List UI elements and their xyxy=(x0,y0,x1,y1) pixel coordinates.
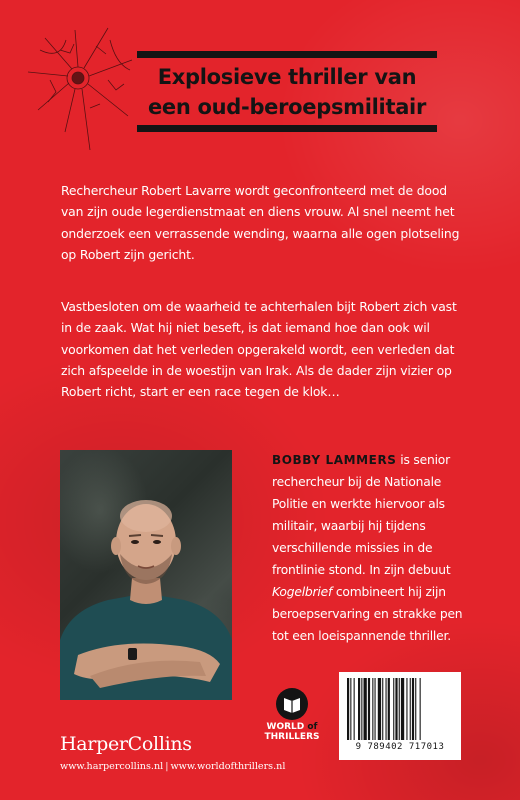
book-title: Kogelbrief xyxy=(272,585,333,599)
barcode-bar xyxy=(350,678,351,740)
barcode-bar xyxy=(412,678,414,740)
url-worldofthrillers[interactable]: www.worldofthrillers.nl xyxy=(170,761,286,772)
logo-line1-suffix: of xyxy=(304,722,318,732)
barcode-bar xyxy=(372,678,373,740)
barcode-bar xyxy=(393,678,394,740)
barcode-bar xyxy=(415,678,416,740)
synopsis-paragraph-1: Rechercheur Robert Lavarre wordt geconfronteerd met de dood van zijn oude legerdienstmaat en diens vrouw. Al snel neemt het onderzoek een verrassende wending, waarna alle ogen plotseling op Robert zijn gericht. xyxy=(61,183,460,262)
tagline-bar-top xyxy=(137,51,437,58)
author-bio-text-1: is senior rechercheur bij de Nationale Politie en werkte hiervoor als militair, waarbij hij tijdens verschillende missies in de frontlinie stond. In zijn debuut xyxy=(272,453,451,577)
barcode-icon xyxy=(347,678,453,740)
tagline-line1: Explosieve thriller van xyxy=(157,65,417,89)
synopsis-paragraph-2: Vastbesloten om de waarheid te achterhalen bijt Robert zich vast in de zaak. Wat hij niet beseft, is dat iemand hoe dan ook wil voorkomen dat het verleden opgerakeld wordt, een verleden dat zich afspeelde in de woestijn van Irak. Als de dader zijn vizier op Robert richt, start er een race tegen de klok… xyxy=(61,299,457,400)
tagline-line2: een oud-beroepsmilitair xyxy=(147,95,427,119)
logo-wordmark xyxy=(262,722,322,742)
barcode-bar xyxy=(358,678,360,740)
barcode-bar xyxy=(354,678,355,740)
barcode-bar xyxy=(347,678,349,740)
barcode-bar xyxy=(382,678,383,740)
logo-line1: WORLD xyxy=(266,722,305,732)
author-photo xyxy=(60,450,232,700)
tagline-bar-bottom xyxy=(137,125,437,132)
barcode-bar xyxy=(410,678,411,740)
author-bio-text-2: combineert hij zijn beroepservaring en strakke pen tot een loeispannende thriller. xyxy=(272,585,463,643)
isbn-barcode xyxy=(339,672,461,760)
author-portrait-illustration xyxy=(60,450,232,700)
barcode-bar xyxy=(395,678,397,740)
world-of-thrillers-logo xyxy=(262,688,322,754)
author-bio xyxy=(272,449,468,647)
barcode-bar xyxy=(401,678,404,740)
watch-icon xyxy=(128,648,137,660)
book-icon xyxy=(282,694,302,714)
publisher-urls xyxy=(60,761,285,772)
barcode-bar xyxy=(406,678,407,740)
barcode-bar xyxy=(386,678,387,740)
barcode-bar xyxy=(420,678,421,740)
barcode-bar xyxy=(368,678,370,740)
barcode-bar xyxy=(364,678,367,740)
url-separator: | xyxy=(165,761,169,772)
barcode-bar xyxy=(375,678,376,740)
logo-line2: THRILLERS xyxy=(264,732,320,742)
barcode-bar xyxy=(388,678,390,740)
url-harpercollins[interactable]: www.harpercollins.nl xyxy=(60,761,164,772)
barcode-bar xyxy=(378,678,381,740)
barcode-bar xyxy=(361,678,362,740)
isbn-number: 9 789402 717013 xyxy=(355,742,445,752)
author-name: BOBBY LAMMERS xyxy=(272,453,397,467)
logo-circle xyxy=(276,688,308,720)
barcode-bar xyxy=(399,678,400,740)
tagline xyxy=(120,62,454,122)
publisher-logo: HarperCollins xyxy=(60,733,192,755)
